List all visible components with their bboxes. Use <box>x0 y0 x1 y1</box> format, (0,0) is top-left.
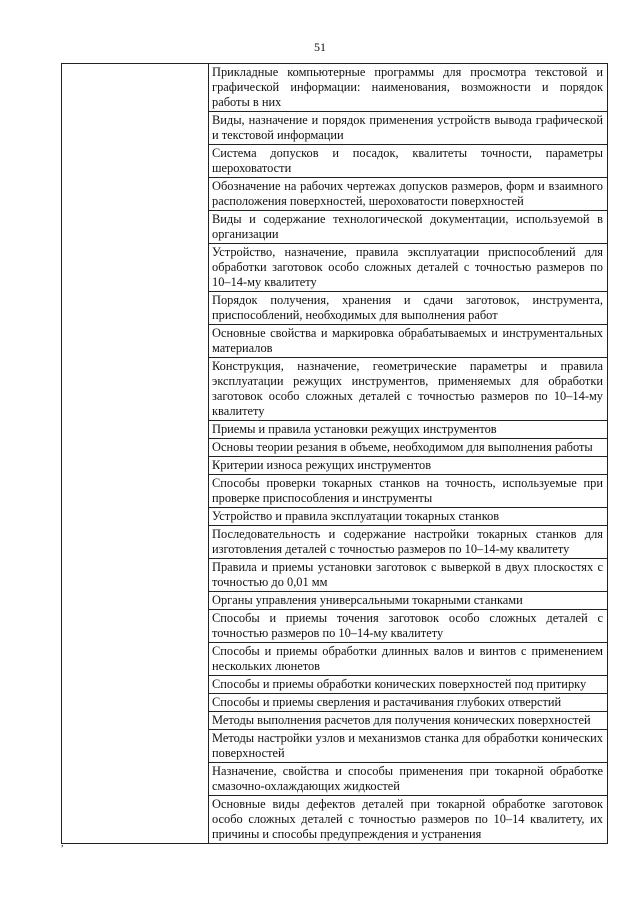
list-item: Последовательность и содержание настройки токарных станков для изготовления деталей с точностью размеров по 10–14-му квалитету <box>209 526 607 559</box>
list-item: Методы настройки узлов и механизмов станка для обработки конических поверхностей <box>209 730 607 763</box>
list-item: Устройство, назначение, правила эксплуатации приспособлений для обработки заготовок особо сложных деталей с точностью размеров по 10–14-му квалитету <box>209 244 607 292</box>
list-item: Приемы и правила установки режущих инструментов <box>209 421 607 439</box>
list-item: Критерии износа режущих инструментов <box>209 457 607 475</box>
list-item: Способы и приемы сверления и растачивания глубоких отверстий <box>209 694 607 712</box>
list-item: Основные виды дефектов деталей при токарной обработке заготовок особо сложных деталей с точностью размеров по 10–14 квалитету, их причины и способы предупреждения и устранения <box>212 797 603 841</box>
list-item: Обозначение на рабочих чертежах допусков размеров, форм и взаимного расположения поверхностей, шероховатости поверхностей <box>209 178 607 211</box>
list-item: Прикладные компьютерные программы для просмотра текстовой и графической информации: наименования, возможности и порядок работы в них <box>209 64 607 112</box>
list-item: Основы теории резания в объеме, необходимом для выполнения работы <box>209 439 607 457</box>
label-cell <box>62 64 209 844</box>
knowledge-cell <box>209 64 608 844</box>
list-item: Виды и содержание технологической документации, используемой в организации <box>209 211 607 244</box>
list-item: Способы и приемы обработки конических поверхностей под притирку <box>209 676 607 694</box>
list-item: Система допусков и посадок, квалитеты точности, параметры шероховатости <box>209 145 607 178</box>
list-item: Способы и приемы обработки длинных валов и винтов с применением нескольких люнетов <box>209 643 607 676</box>
list-item: Правила и приемы установки заготовок с выверкой в двух плоскостях с точностью до 0,01 мм <box>209 559 607 592</box>
list-item: Способы и приемы точения заготовок особо сложных деталей с точностью размеров по 10–14-му квалитету <box>209 610 607 643</box>
list-item: Методы выполнения расчетов для получения конических поверхностей <box>209 712 607 730</box>
list-item: Органы управления универсальными токарными станками <box>209 592 607 610</box>
list-item: Способы проверки токарных станков на точность, используемые при проверке приспособления и инструменты <box>209 475 607 508</box>
list-item: Конструкция, назначение, геометрические параметры и правила эксплуатации режущих инструментов, применяемых для обработки заготовок особо сложных деталей с точностью размеров по 10–14-му квалитету <box>209 358 607 421</box>
list-item: Основные свойства и маркировка обрабатываемых и инструментальных материалов <box>209 325 607 358</box>
list-item: Назначение, свойства и способы применения при токарной обработке смазочно-охлаждающих жидкостей <box>209 763 607 796</box>
scan-mark: , <box>61 838 64 849</box>
table-row <box>62 64 608 844</box>
list-item: Порядок получения, хранения и сдачи заготовок, инструмента, приспособлений, необходимых для выполнения работ <box>209 292 607 325</box>
list-item: Устройство и правила эксплуатации токарных станков <box>209 508 607 526</box>
list-item: Виды, назначение и порядок применения устройств вывода графической и текстовой информации <box>209 112 607 145</box>
requirements-table <box>61 63 608 844</box>
page-number: 51 <box>314 40 326 54</box>
